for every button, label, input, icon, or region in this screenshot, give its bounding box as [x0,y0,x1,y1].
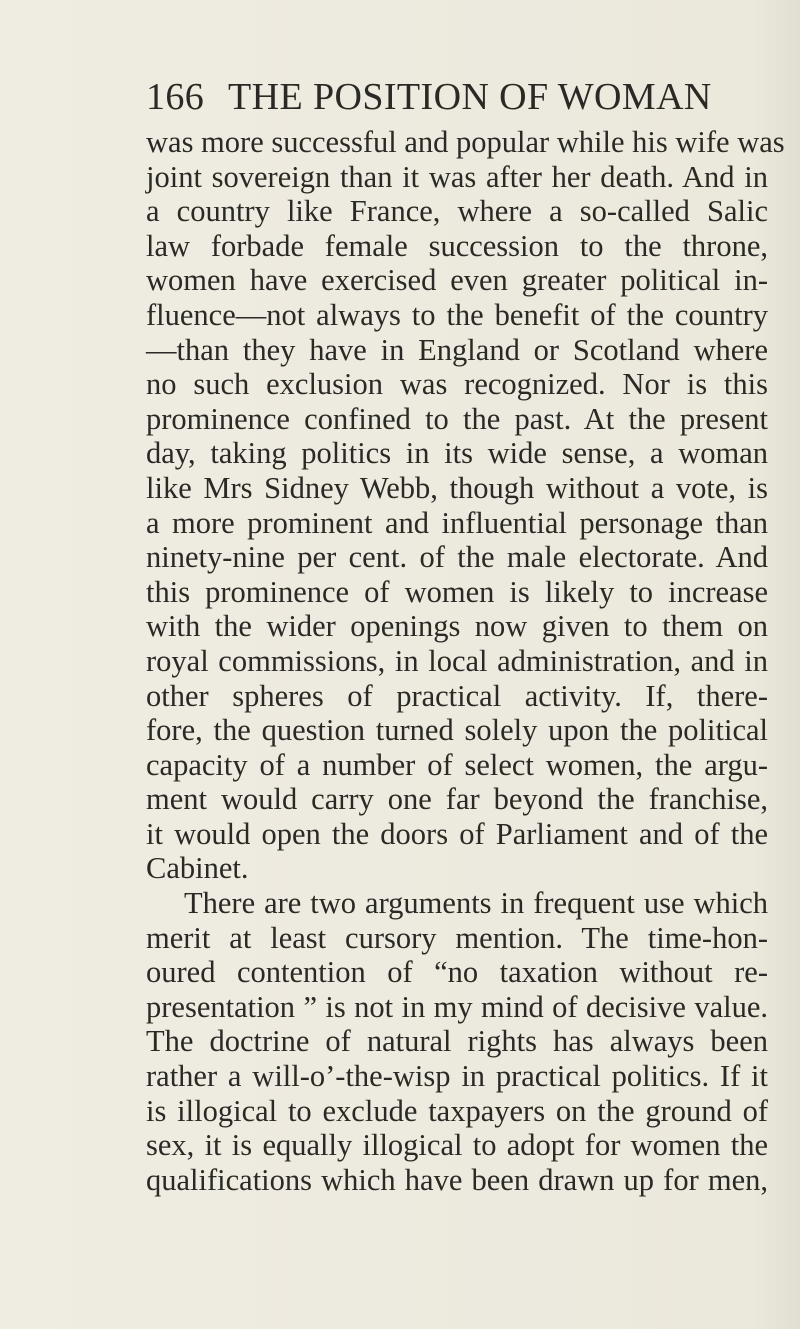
text-line: no such exclusion was recognized. Nor is this [146,367,768,402]
text-line: ment would carry one far beyond the franchise, [146,782,768,817]
text-line: prominence confined to the past. At the present [146,401,768,436]
text-line: is illogical to exclude taxpayers on the ground of [146,1093,768,1128]
text-line: other spheres of practical activity. If, there- [146,678,768,713]
text-line: with the wider openings now given to them on [146,609,768,644]
text-line: capacity of a number of select women, the argu- [146,747,768,782]
text-line: day, taking politics in its wide sense, a woman [146,436,768,471]
text-line: law forbade female succession to the throne, [146,228,768,263]
text-line: qualifications which have been drawn up for men, [146,1162,768,1197]
running-title: THE POSITION OF WOMAN [228,76,712,118]
text-line: ninety-nine per cent. of the male electorate. And [146,540,768,575]
text-line: this prominence of women is likely to increase [146,574,768,609]
text-line: joint sovereign than it was after her death. And in [146,159,768,194]
text-line: women have exercised even greater political in- [146,263,768,298]
text-line: oured contention of “no taxation without re- [146,955,768,990]
running-header [146,74,712,120]
text-line: a more prominent and influential personage than [146,505,768,540]
paragraph-first-line: There are two arguments in frequent use which [184,886,768,921]
text-line: royal commissions, in local administration, and in [146,643,768,678]
text-line: was more successful and popular while his wife was [146,125,785,159]
text-line: rather a will-o’-the-wisp in practical politics. If it [146,1059,768,1094]
text-line: like Mrs Sidney Webb, though without a vote, is [146,470,768,505]
text-line: a country like France, where a so-called Salic [146,194,768,229]
body-text [146,125,785,1197]
page-number: 166 [146,76,205,118]
text-line: The doctrine of natural rights has always been [146,1024,768,1059]
paragraph-end-line: Cabinet. [146,851,249,886]
text-line: it would open the doors of Parliament and of the [146,816,768,851]
text-line: presentation ” is not in my mind of decisive value. [146,989,768,1024]
text-line: sex, it is equally illogical to adopt for women the [146,1128,768,1163]
text-line: fore, the question turned solely upon the political [146,713,768,748]
text-line: merit at least cursory mention. The time-hon- [146,920,768,955]
text-line: —than they have in England or Scotland where [146,332,768,367]
text-line: fluence—not always to the benefit of the country [146,297,768,332]
